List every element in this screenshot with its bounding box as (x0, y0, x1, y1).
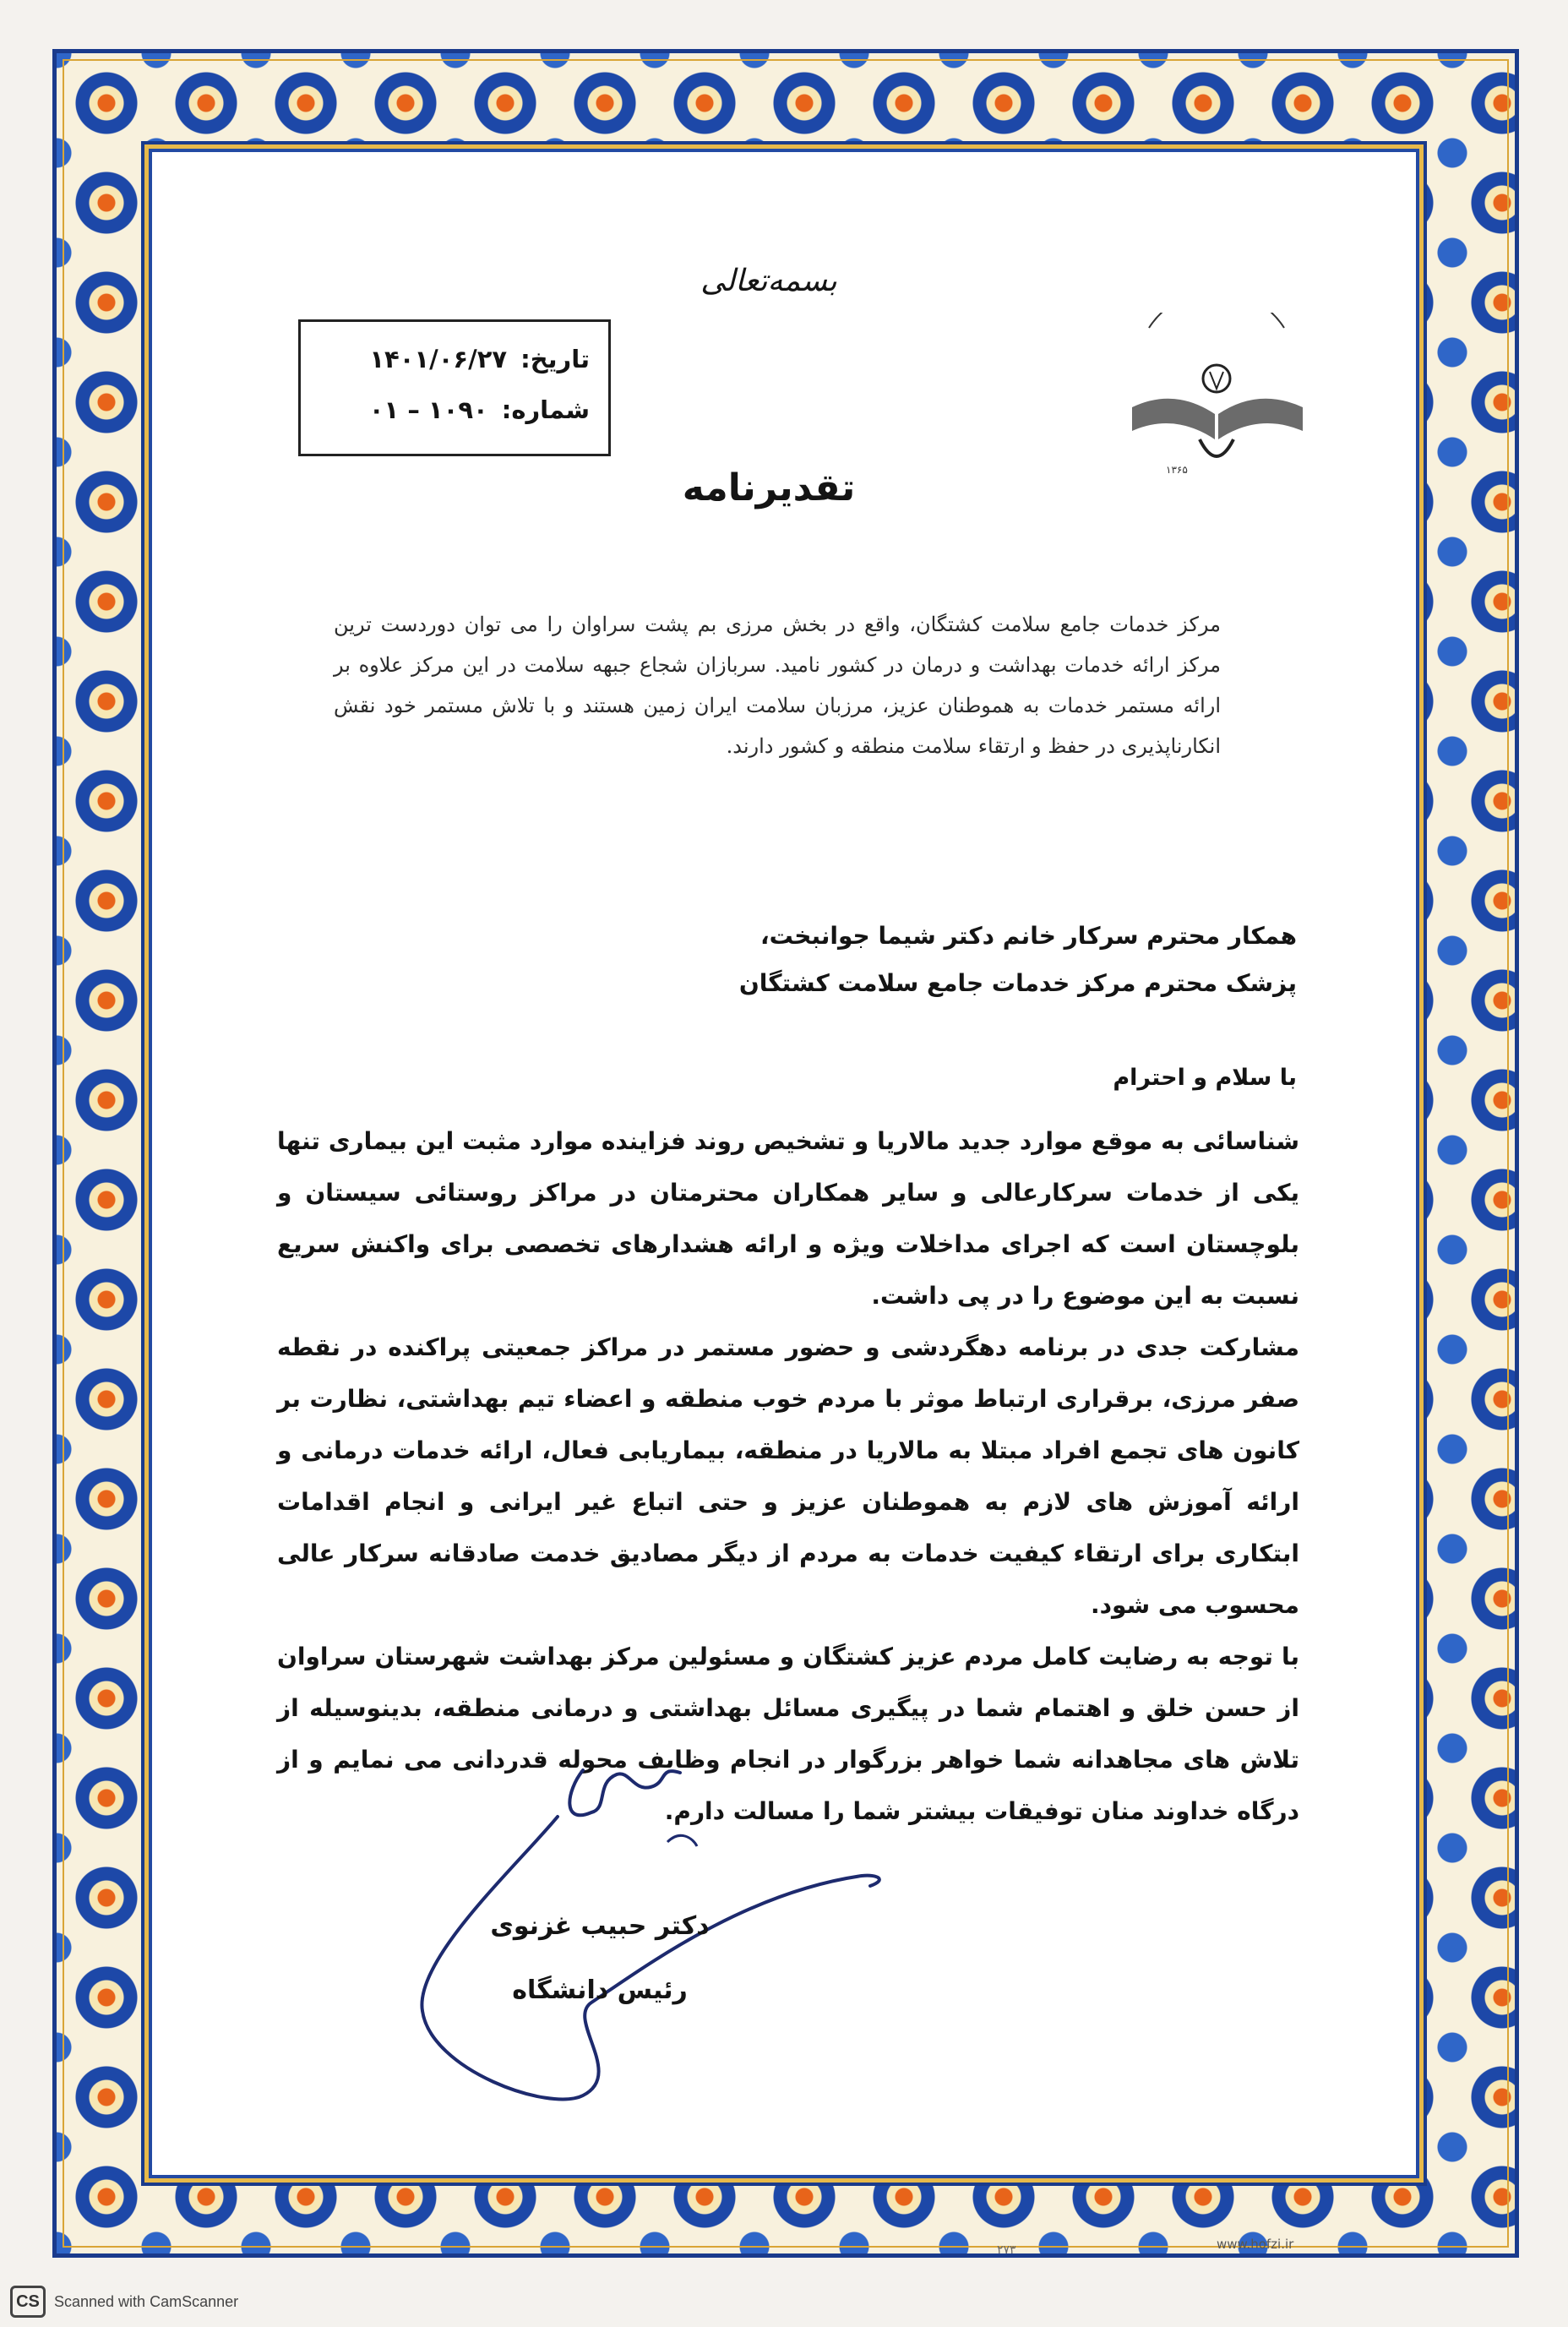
body-paragraph-1: شناسائی به موقع موارد جدید مالاریا و تشخیص روند فزاینده موارد مثبت این بیماری تنها یکی از خدمات سرکارعالی و سایر همکاران محترمتان در مراکز روستائی سیستان و بلوچستان است که اجرای مداخلات ویژه و ارائه هشدارهای تخصصی برای واکنش سریع نسبت به این موضوع را در پی داشت. (277, 1127, 1299, 1310)
greeting: با سلام و احترام (1113, 1065, 1297, 1091)
addressee-line-2: پزشک محترم مرکز خدمات جامع سلامت کشتگان (738, 969, 1297, 997)
date-number-box (298, 319, 611, 456)
number-value: ۱۰۹۰ – ۰۱ (368, 395, 488, 424)
intro-paragraph: مرکز خدمات جامع سلامت کشتگان، واقع در بخش مرزی بم پشت سراوان را می توان دوردست ترین مرکز ارائه خدمات بهداشت و درمان در کشور نامید. سربازان شجاع جبهه سلامت در این مرکز علاوه بر ارائه مستمر خدمات به هموطنان عزیز، مرزبان سلامت ایران زمین هستند و با تلاش مستمر خود نقش انکارناپذیری در حفظ و ارتقاء سلامت منطقه و کشور دارند. (334, 613, 1222, 758)
date-label: تاریخ: (520, 345, 590, 373)
signatory-name: دکتر حبیب غزنوی (490, 1911, 710, 1941)
body-paragraph-3: با توجه به رضایت کامل مردم عزیز کشتگان و مسئولین مرکز بهداشت شهرستان سراوان از حسن خلق و اهتمام شما در پیگیری مسائل بهداشتی و درمانی منطقه، بدینوسیله از تلاش های مجاهدانه شما خواهر بزرگوار در انجام وظایف محوله قدردانی می نمایم و از درگاه خداوند منان توفیقات بیشتر شما را مسالت دارم. (277, 1643, 1299, 1825)
university-logo (1115, 313, 1318, 482)
number-label: شماره: (501, 395, 590, 424)
scanner-watermark (10, 2285, 238, 2319)
scanner-label: Scanned with CamScanner (54, 2292, 239, 2310)
body-paragraph-2: مشارکت جدی در برنامه دهگردشی و حضور مستمر در مراکز جمعیتی پراکنده در نقطه صفر مرزی، برقراری ارتباط موثر با مردم خوب منطقه و اعضاء تیم بهداشتی، نظارت بر کانون های تجمع افراد مبتلا به مالاریا در منطقه، بیماریابی فعال، ارائه خدمات درمانی و ارائه آموزش های لازم به هموطنان عزیز و حتی اتباع غیر ایرانی و انجام اقدامات ابتکاری برای ارتقاء کیفیت خدمات به مردم از دیگر مصادیق خدمت صادقانه سرکار عالی محسوب می شود. (277, 1333, 1299, 1619)
footer-printer-info: www.hofzi.ir (1217, 2237, 1294, 2252)
addressee (329, 913, 1297, 1007)
bismillah-heading: بسمه‌تعالی (700, 264, 837, 298)
handwritten-signature (389, 1741, 896, 2146)
page-title: تقدیرنامه (682, 466, 856, 510)
signatory-title: رئیس دانشگاه (512, 1975, 688, 2005)
svg-text:۱۳۶۵: ۱۳۶۵ (1166, 464, 1188, 476)
footer-form-number: ۲۷۳ (997, 2243, 1016, 2257)
letter-body (277, 1115, 1299, 1837)
addressee-line-1: همکار محترم سرکار خانم دکتر شیما جوانبخت، (760, 922, 1297, 950)
date-value: ۱۴۰۱/۰۶/۲۷ (369, 345, 508, 373)
camscanner-icon: CS (10, 2286, 46, 2318)
